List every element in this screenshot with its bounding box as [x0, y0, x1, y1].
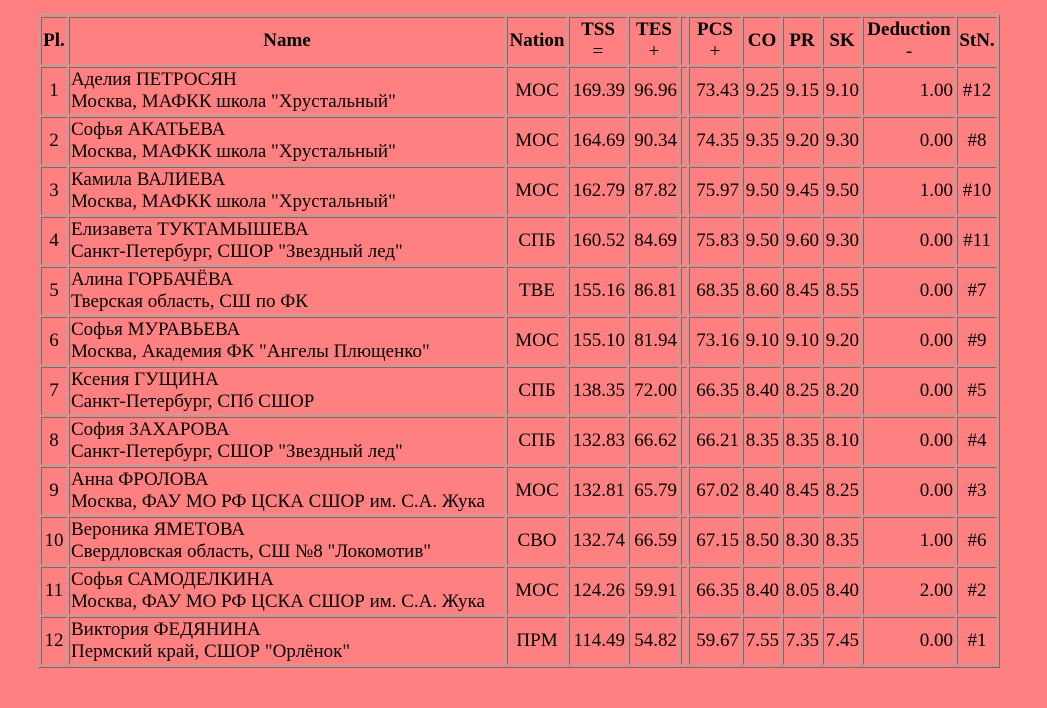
- header-name: Name: [69, 17, 505, 65]
- cell-pcs: 73.16: [689, 317, 741, 365]
- cell-tes: 87.82: [629, 167, 679, 215]
- skater-name: Виктория ФЕДЯНИНА: [71, 619, 261, 640]
- skater-club: Москва, МАФКК школа "Хрустальный": [71, 141, 396, 162]
- cell-tes: 66.59: [629, 517, 679, 565]
- table-row: [41, 117, 997, 165]
- cell-pcs: 68.35: [689, 267, 741, 315]
- header-pcs-label: PCS: [697, 19, 733, 40]
- cell-nation: СПБ: [507, 217, 567, 265]
- cell-nation: СВО: [507, 517, 567, 565]
- header-spacer: [681, 17, 687, 65]
- cell-start-number: #7: [957, 267, 997, 315]
- cell-nation: МОС: [507, 317, 567, 365]
- table-row: [41, 167, 997, 215]
- skater-club: Москва, ФАУ МО РФ ЦСКА СШОР им. С.А. Жука: [71, 591, 485, 612]
- skater-club: Москва, МАФКК школа "Хрустальный": [71, 191, 396, 212]
- cell-start-number: #11: [957, 217, 997, 265]
- header-place: Pl.: [41, 17, 67, 65]
- table-row: [41, 617, 997, 665]
- cell-co: 8.40: [743, 567, 781, 615]
- skater-name: Софья САМОДЕЛКИНА: [71, 569, 274, 590]
- cell-nation: МОС: [507, 467, 567, 515]
- cell-pcs: 74.35: [689, 117, 741, 165]
- cell-tss: 162.79: [569, 167, 627, 215]
- cell-start-number: #2: [957, 567, 997, 615]
- cell-place: 5: [41, 267, 67, 315]
- cell-pcs: 75.97: [689, 167, 741, 215]
- cell-name: [69, 117, 505, 165]
- cell-start-number: #5: [957, 367, 997, 415]
- cell-deduction: 0.00: [863, 117, 955, 165]
- cell-nation: СПБ: [507, 367, 567, 415]
- cell-spacer: [681, 117, 687, 165]
- cell-pr: 8.30: [783, 517, 821, 565]
- cell-sk: 9.30: [823, 117, 861, 165]
- cell-deduction: 0.00: [863, 467, 955, 515]
- cell-co: 9.50: [743, 217, 781, 265]
- skater-club: Пермский край, СШОР "Орлёнок": [71, 641, 351, 662]
- cell-tes: 96.96: [629, 67, 679, 115]
- cell-spacer: [681, 217, 687, 265]
- cell-deduction: 0.00: [863, 417, 955, 465]
- cell-name: [69, 467, 505, 515]
- cell-start-number: #9: [957, 317, 997, 365]
- cell-place: 2: [41, 117, 67, 165]
- table-row: [41, 217, 997, 265]
- skater-club: Москва, МАФКК школа "Хрустальный": [71, 91, 396, 112]
- cell-nation: МОС: [507, 167, 567, 215]
- cell-tes: 65.79: [629, 467, 679, 515]
- cell-sk: 8.35: [823, 517, 861, 565]
- skater-name: Алина ГОРБАЧЁВА: [71, 269, 234, 290]
- cell-co: 8.60: [743, 267, 781, 315]
- cell-deduction: 0.00: [863, 317, 955, 365]
- cell-co: 8.50: [743, 517, 781, 565]
- cell-sk: 8.25: [823, 467, 861, 515]
- cell-sk: 9.10: [823, 67, 861, 115]
- cell-pcs: 75.83: [689, 217, 741, 265]
- cell-name: [69, 167, 505, 215]
- header-deduction-sign: -: [905, 41, 913, 62]
- header-tes: [629, 17, 679, 65]
- cell-pr: 8.35: [783, 417, 821, 465]
- header-tss-sign: =: [592, 41, 604, 62]
- cell-pr: 8.05: [783, 567, 821, 615]
- table-row: [41, 317, 997, 365]
- cell-tes: 86.81: [629, 267, 679, 315]
- cell-name: [69, 567, 505, 615]
- header-pcs: [689, 17, 741, 65]
- cell-deduction: 1.00: [863, 67, 955, 115]
- cell-tss: 155.16: [569, 267, 627, 315]
- header-co: CO: [743, 17, 781, 65]
- cell-tss: 114.49: [569, 617, 627, 665]
- cell-sk: 9.30: [823, 217, 861, 265]
- cell-pr: 9.10: [783, 317, 821, 365]
- skater-name: Софья АКАТЬЕВА: [71, 119, 226, 140]
- cell-place: 1: [41, 67, 67, 115]
- cell-pr: 8.45: [783, 267, 821, 315]
- cell-place: 7: [41, 367, 67, 415]
- cell-sk: 7.45: [823, 617, 861, 665]
- skater-name: Ксения ГУЩИНА: [71, 369, 219, 390]
- cell-tss: 160.52: [569, 217, 627, 265]
- cell-name: [69, 267, 505, 315]
- cell-tes: 84.69: [629, 217, 679, 265]
- cell-name: [69, 417, 505, 465]
- cell-name: [69, 317, 505, 365]
- cell-place: 9: [41, 467, 67, 515]
- cell-co: 9.25: [743, 67, 781, 115]
- cell-spacer: [681, 67, 687, 115]
- cell-tes: 72.00: [629, 367, 679, 415]
- cell-place: 10: [41, 517, 67, 565]
- cell-spacer: [681, 417, 687, 465]
- cell-name: [69, 367, 505, 415]
- cell-co: 8.35: [743, 417, 781, 465]
- skater-club: Тверская область, СШ по ФК: [71, 291, 308, 312]
- cell-name: [69, 217, 505, 265]
- cell-start-number: #6: [957, 517, 997, 565]
- header-pcs-sign: +: [709, 41, 721, 62]
- cell-pr: 8.25: [783, 367, 821, 415]
- header-tes-sign: +: [648, 41, 660, 62]
- cell-deduction: 2.00: [863, 567, 955, 615]
- table-row: [41, 267, 997, 315]
- cell-co: 7.55: [743, 617, 781, 665]
- header-pr: PR: [783, 17, 821, 65]
- cell-nation: МОС: [507, 67, 567, 115]
- table-row: [41, 517, 997, 565]
- cell-deduction: 0.00: [863, 617, 955, 665]
- cell-deduction: 0.00: [863, 367, 955, 415]
- cell-tes: 66.62: [629, 417, 679, 465]
- header-tes-label: TES: [636, 19, 672, 40]
- cell-start-number: #1: [957, 617, 997, 665]
- header-nation: Nation: [507, 17, 567, 65]
- skater-name: Вероника ЯМЕТОВА: [71, 519, 246, 540]
- cell-nation: МОС: [507, 567, 567, 615]
- cell-tss: 164.69: [569, 117, 627, 165]
- cell-pcs: 67.15: [689, 517, 741, 565]
- skater-club: Санкт-Петербург, СШОР "Звездный лед": [71, 241, 403, 262]
- header-row: [41, 17, 997, 65]
- cell-tss: 132.74: [569, 517, 627, 565]
- cell-start-number: #10: [957, 167, 997, 215]
- skater-club: Санкт-Петербург, СШОР "Звездный лед": [71, 441, 403, 462]
- cell-spacer: [681, 317, 687, 365]
- skater-club: Москва, Академия ФК "Ангелы Плющенко": [71, 341, 430, 362]
- cell-nation: ПРМ: [507, 617, 567, 665]
- cell-tes: 59.91: [629, 567, 679, 615]
- cell-deduction: 1.00: [863, 167, 955, 215]
- cell-pr: 9.45: [783, 167, 821, 215]
- cell-nation: ТВЕ: [507, 267, 567, 315]
- cell-spacer: [681, 567, 687, 615]
- cell-start-number: #8: [957, 117, 997, 165]
- skater-club: Санкт-Петербург, СПб СШОР: [71, 391, 315, 412]
- cell-pcs: 67.02: [689, 467, 741, 515]
- skater-club: Свердловская область, СШ №8 "Локомотив": [71, 541, 432, 562]
- cell-tss: 169.39: [569, 67, 627, 115]
- cell-sk: 8.55: [823, 267, 861, 315]
- table-row: [41, 467, 997, 515]
- cell-pcs: 66.35: [689, 567, 741, 615]
- header-sk: SK: [823, 17, 861, 65]
- cell-pcs: 66.21: [689, 417, 741, 465]
- skater-name: Софья МУРАВЬЕВА: [71, 319, 241, 340]
- skater-name: Камила ВАЛИЕВА: [71, 169, 226, 190]
- cell-tss: 138.35: [569, 367, 627, 415]
- cell-deduction: 0.00: [863, 267, 955, 315]
- cell-sk: 8.20: [823, 367, 861, 415]
- cell-name: [69, 617, 505, 665]
- header-start-number: StN.: [957, 17, 997, 65]
- cell-pr: 8.45: [783, 467, 821, 515]
- cell-nation: МОС: [507, 117, 567, 165]
- cell-tes: 54.82: [629, 617, 679, 665]
- cell-sk: 9.50: [823, 167, 861, 215]
- cell-spacer: [681, 517, 687, 565]
- header-tss-label: TSS: [581, 19, 615, 40]
- header-tss: [569, 17, 627, 65]
- cell-co: 9.50: [743, 167, 781, 215]
- cell-deduction: 1.00: [863, 517, 955, 565]
- cell-place: 12: [41, 617, 67, 665]
- cell-start-number: #12: [957, 67, 997, 115]
- cell-sk: 8.40: [823, 567, 861, 615]
- results-body: [41, 67, 997, 665]
- cell-pr: 9.15: [783, 67, 821, 115]
- skater-name: Елизавета ТУКТАМЫШЕВА: [71, 219, 309, 240]
- table-row: [41, 367, 997, 415]
- cell-place: 8: [41, 417, 67, 465]
- cell-nation: СПБ: [507, 417, 567, 465]
- table-row: [41, 567, 997, 615]
- header-deduction-label: Deduction: [867, 19, 951, 40]
- cell-start-number: #3: [957, 467, 997, 515]
- cell-place: 6: [41, 317, 67, 365]
- cell-sk: 9.20: [823, 317, 861, 365]
- skater-club: Москва, ФАУ МО РФ ЦСКА СШОР им. С.А. Жука: [71, 491, 485, 512]
- cell-spacer: [681, 267, 687, 315]
- cell-pr: 9.60: [783, 217, 821, 265]
- cell-place: 4: [41, 217, 67, 265]
- cell-spacer: [681, 467, 687, 515]
- cell-place: 11: [41, 567, 67, 615]
- cell-tss: 155.10: [569, 317, 627, 365]
- cell-pcs: 59.67: [689, 617, 741, 665]
- cell-start-number: #4: [957, 417, 997, 465]
- cell-sk: 8.10: [823, 417, 861, 465]
- cell-place: 3: [41, 167, 67, 215]
- skater-name: София ЗАХАРОВА: [71, 419, 230, 440]
- cell-pcs: 66.35: [689, 367, 741, 415]
- cell-pr: 9.20: [783, 117, 821, 165]
- cell-name: [69, 67, 505, 115]
- cell-co: 8.40: [743, 467, 781, 515]
- skater-name: Анна ФРОЛОВА: [71, 469, 209, 490]
- results-container: [38, 14, 1000, 668]
- cell-tss: 132.83: [569, 417, 627, 465]
- cell-spacer: [681, 367, 687, 415]
- cell-spacer: [681, 167, 687, 215]
- cell-co: 8.40: [743, 367, 781, 415]
- cell-co: 9.35: [743, 117, 781, 165]
- header-deduction: [863, 17, 955, 65]
- table-row: [41, 67, 997, 115]
- results-table: [38, 14, 1000, 668]
- cell-name: [69, 517, 505, 565]
- cell-pcs: 73.43: [689, 67, 741, 115]
- skater-name: Аделия ПЕТРОСЯН: [71, 69, 237, 90]
- cell-tss: 124.26: [569, 567, 627, 615]
- table-row: [41, 417, 997, 465]
- cell-spacer: [681, 617, 687, 665]
- cell-co: 9.10: [743, 317, 781, 365]
- cell-deduction: 0.00: [863, 217, 955, 265]
- cell-pr: 7.35: [783, 617, 821, 665]
- cell-tss: 132.81: [569, 467, 627, 515]
- cell-tes: 90.34: [629, 117, 679, 165]
- cell-tes: 81.94: [629, 317, 679, 365]
